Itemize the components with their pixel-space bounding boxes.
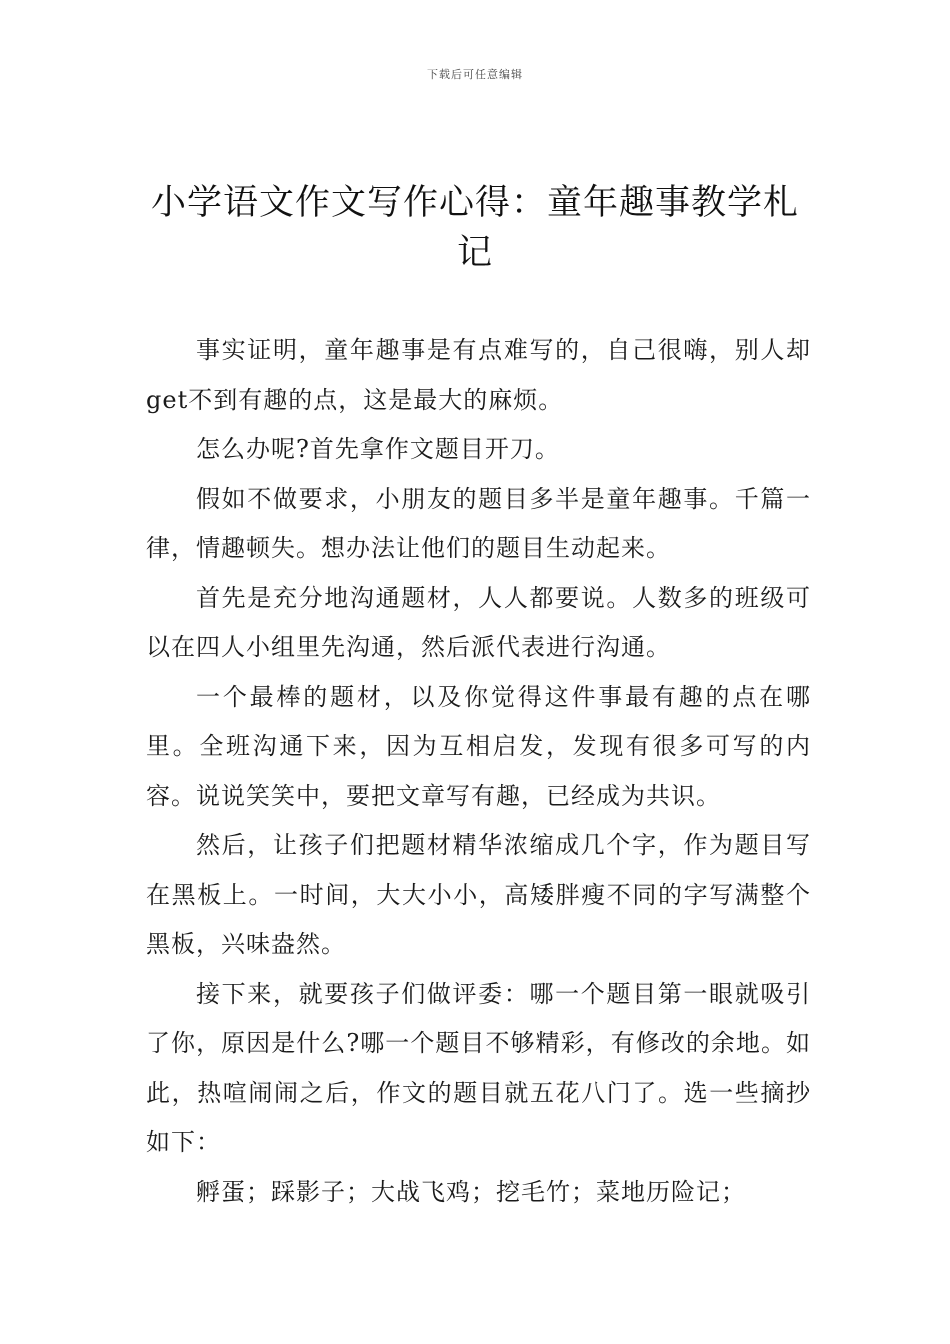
document-title: 小学语文作文写作心得：童年趣事教学札记 xyxy=(150,183,799,273)
paragraph: 怎么办呢?首先拿作文题目开刀。 xyxy=(196,435,560,463)
paragraph: 孵蛋；踩影子；大战飞鸡；挖毛竹；菜地历险记； xyxy=(196,1177,746,1206)
paragraph: 接下来，就要孩子们做评委：哪一个题目第一眼就吸引了你，原因是什么?哪一个题目不够精彩，有修改的余地。如此，热喧闹闹之后，作文的题目就五花八门了。选一些摘抄如下： xyxy=(146,979,811,1156)
paragraph: 假如不做要求，小朋友的题目多半是童年趣事。千篇一律，情趣顿失。想办法让他们的题目生动起来。 xyxy=(146,484,811,562)
header-note: 下载后可任意编辑 xyxy=(427,68,523,81)
document-body xyxy=(146,326,811,1217)
paragraph: 首先是充分地沟通题材，人人都要说。人数多的班级可以在四人小组里先沟通，然后派代表进行沟通。 xyxy=(146,583,811,661)
paragraph: 一个最棒的题材，以及你觉得这件事最有趣的点在哪里。全班沟通下来，因为互相启发，发现有很多可写的内容。说说笑笑中，要把文章写有趣，已经成为共识。 xyxy=(146,682,811,810)
paragraph: 然后，让孩子们把题材精华浓缩成几个字，作为题目写在黑板上。一时间，大大小小，高矮胖瘦不同的字写满整个黑板，兴味盎然。 xyxy=(146,831,811,958)
paragraph: 事实证明，童年趣事是有点难写的，自己很嗨，别人却get不到有趣的点，这是最大的麻烦。 xyxy=(146,336,811,414)
